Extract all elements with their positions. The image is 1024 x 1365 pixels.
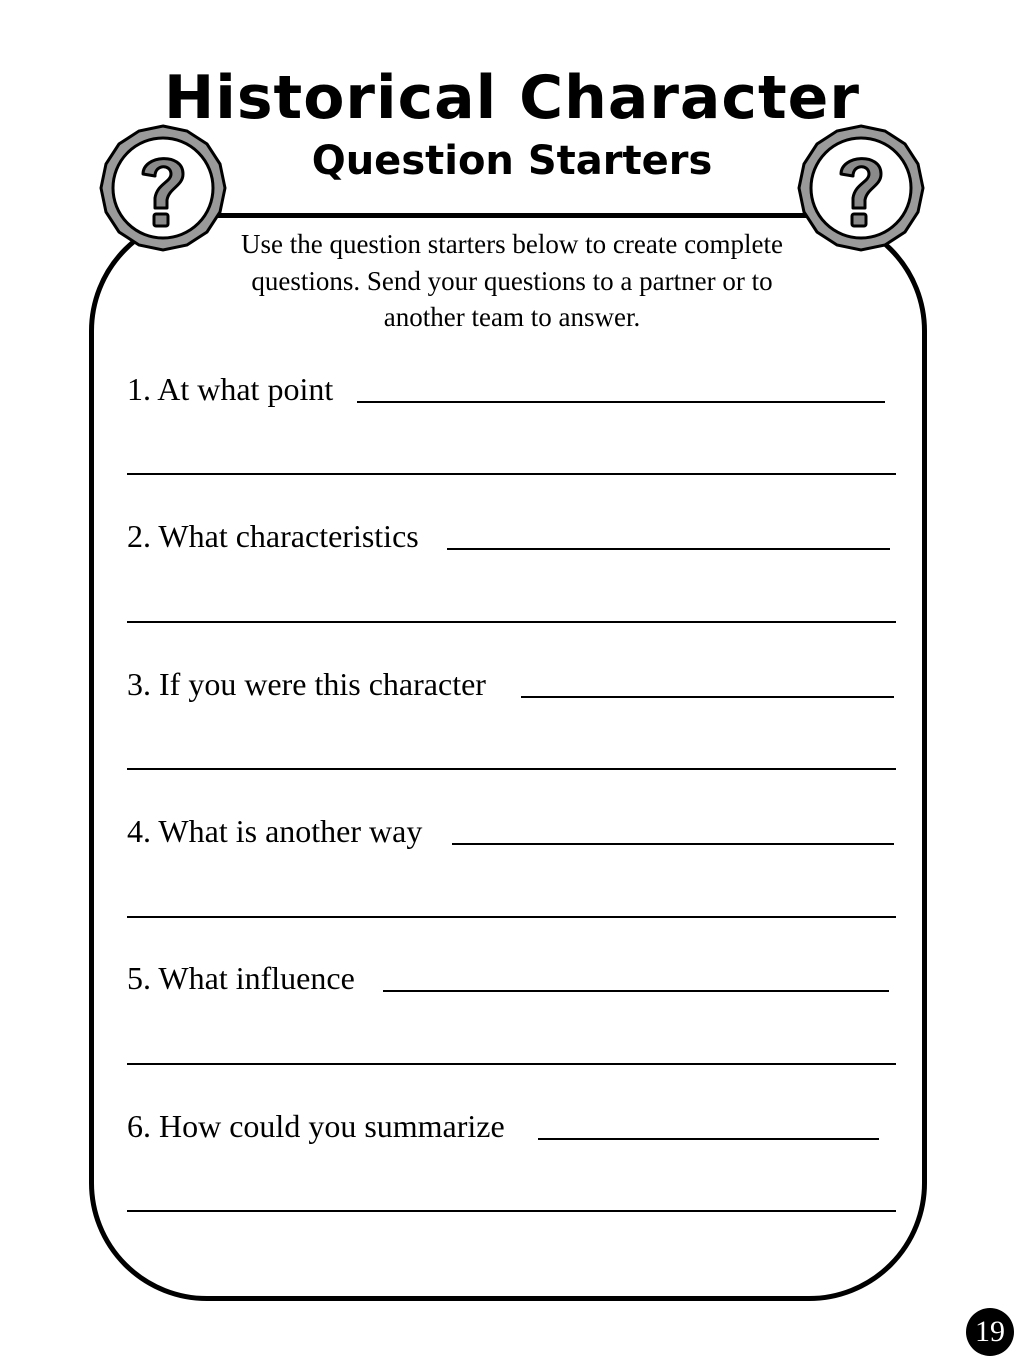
worksheet-subtitle: Question Starters	[311, 138, 713, 184]
answer-line[interactable]	[127, 1063, 896, 1065]
question-label: 3. If you were this character	[127, 666, 486, 702]
question-mark-icon	[795, 122, 927, 254]
answer-line[interactable]	[127, 1210, 896, 1212]
answer-blank[interactable]	[452, 843, 894, 845]
worksheet-title: Historical Character	[164, 63, 860, 133]
question-starter-4	[127, 811, 897, 851]
question-starter-6	[127, 1106, 897, 1146]
answer-blank[interactable]	[447, 548, 890, 550]
question-label: 5. What influence	[127, 960, 355, 996]
answer-blank[interactable]	[521, 696, 894, 698]
question-mark-icon	[97, 122, 229, 254]
answer-line[interactable]	[127, 473, 896, 475]
answer-blank[interactable]	[357, 401, 885, 403]
answer-line[interactable]	[127, 621, 896, 623]
answer-blank[interactable]	[383, 990, 889, 992]
question-starter-1	[127, 369, 897, 409]
instructions-text: Use the question starters below to create complete questions. Send your questions to a partner or to another team to answer.	[240, 229, 784, 332]
answer-line[interactable]	[127, 768, 896, 770]
question-starter-2	[127, 516, 897, 556]
page-number: 19	[966, 1308, 1014, 1356]
question-starter-5	[127, 958, 897, 998]
question-label: 2. What characteristics	[127, 518, 419, 554]
question-label: 1. At what point	[127, 371, 334, 407]
answer-blank[interactable]	[538, 1138, 879, 1140]
question-starter-3	[127, 664, 897, 704]
question-label: 6. How could you summarize	[127, 1108, 505, 1144]
answer-line[interactable]	[127, 916, 896, 918]
question-label: 4. What is another way	[127, 813, 423, 849]
